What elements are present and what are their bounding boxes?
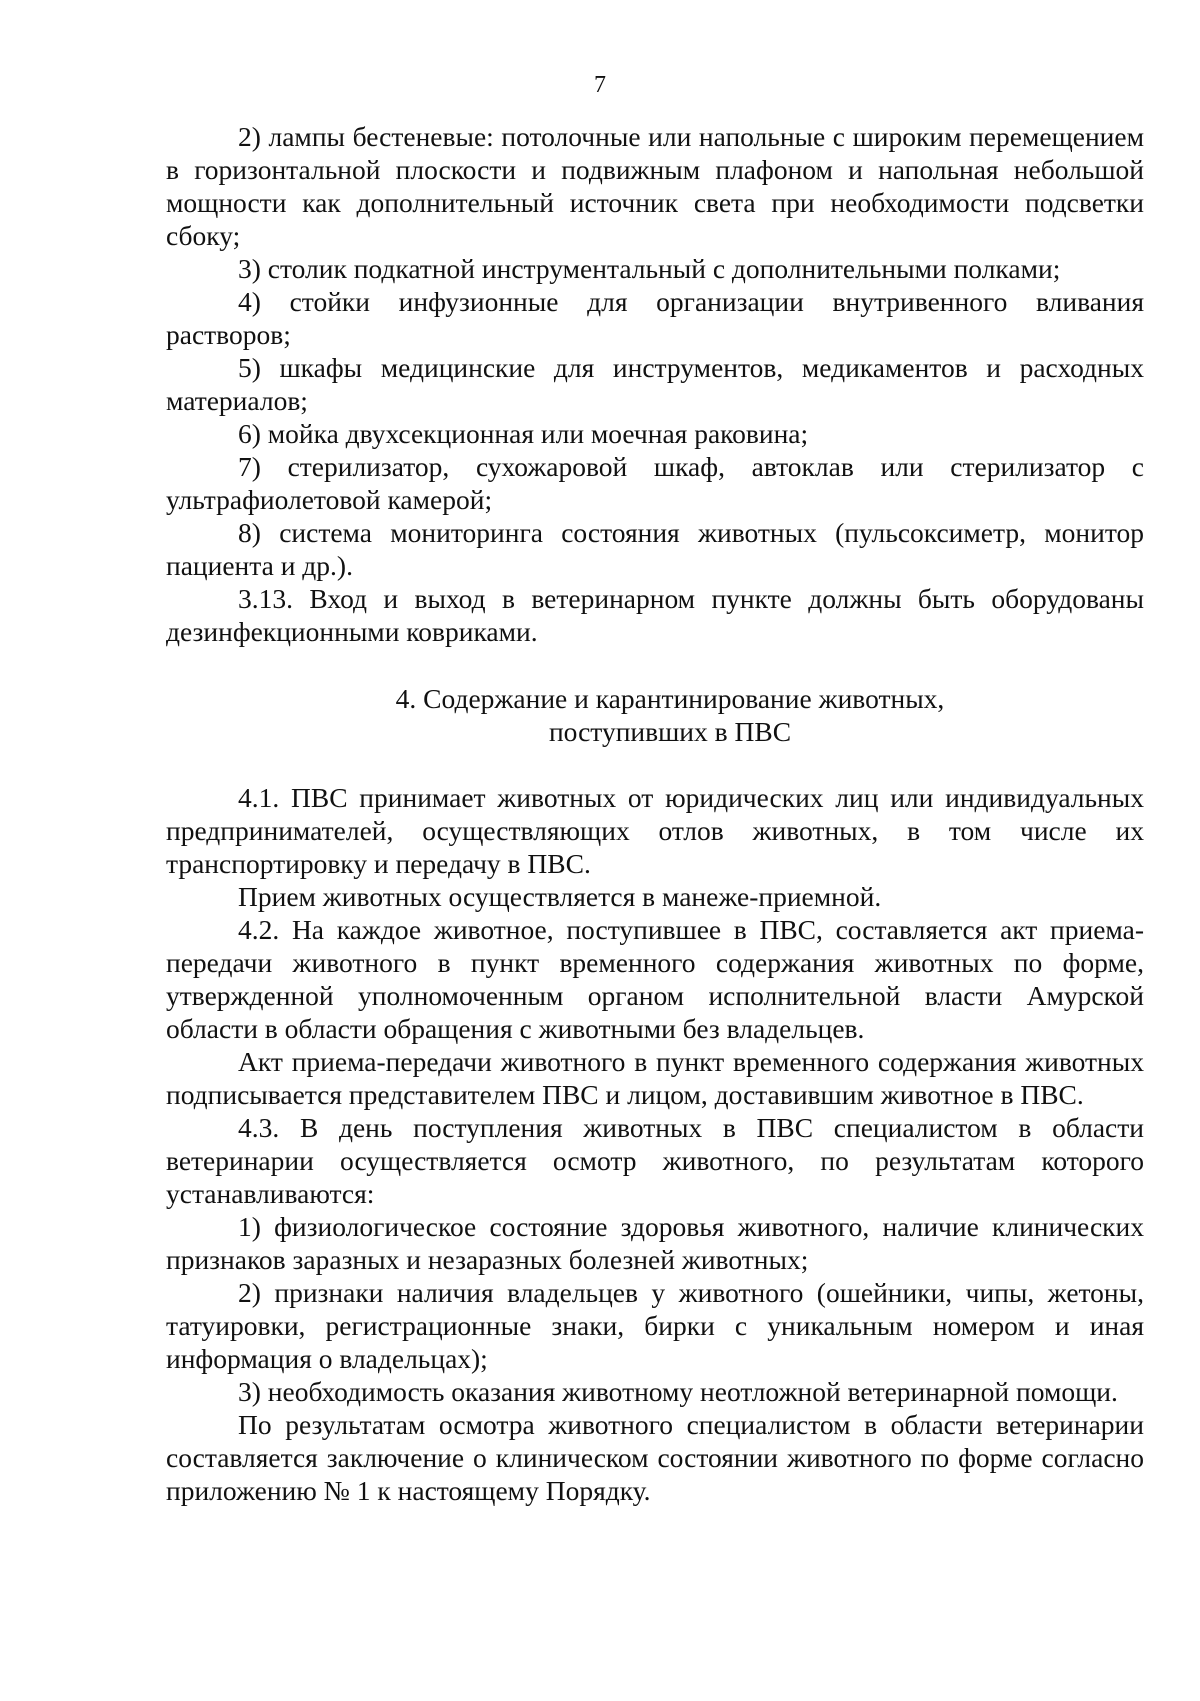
paragraph-sink: 6) мойка двухсекционная или моечная раковина; <box>238 418 809 449</box>
document-body <box>166 120 1144 1507</box>
paragraph-4-3: 4.3. В день поступления животных в ПВС специалистом в области ветеринарии осуществляется осмотр животного, по результатам которого устанавливаются: <box>166 1112 1144 1209</box>
paragraph-transfer-act: Акт приема-передачи животного в пункт временного содержания животных подписывается представителем ПВС и лицом, доставившим животное в ПВС. <box>166 1046 1144 1110</box>
section-4-heading-line-1: 4. Содержание и карантинирование животных, <box>395 683 945 714</box>
paragraph-4-1: 4.1. ПВС принимает животных от юридических лиц или индивидуальных предпринимателей, осуществляющих отлов животных, в том числе их транспортировку и передачу в ПВС. <box>166 782 1144 879</box>
page-number: 7 <box>594 72 606 98</box>
paragraph-medical-cabinets: 5) шкафы медицинские для инструментов, медикаментов и расходных материалов; <box>166 352 1144 416</box>
paragraph-physiological-state: 1) физиологическое состояние здоровья животного, наличие клинических признаков заразных и незаразных болезней животных; <box>166 1211 1144 1275</box>
section-4-heading <box>166 682 1144 748</box>
paragraph-owner-signs: 2) признаки наличия владельцев у животного (ошейники, чипы, жетоны, татуировки, регистрационные знаки, бирки с уникальным номером и иная информация о владельцах); <box>166 1277 1144 1374</box>
paragraph-3-13: 3.13. Вход и выход в ветеринарном пункте должны быть оборудованы дезинфекционными ковриками. <box>166 583 1144 647</box>
paragraph-lamps: 2) лампы бестеневые: потолочные или напольные с широким перемещением в горизонтальной плоскости и подвижным плафоном и напольная небольшой мощности как дополнительный источник света при необходимости подсветки сбоку; <box>166 121 1144 251</box>
section-4-heading-line-2: поступивших в ПВС <box>548 716 792 747</box>
paragraph-monitoring-system: 8) система мониторинга состояния животных (пульсоксиметр, монитор пациента и др.). <box>166 517 1144 581</box>
paragraph-infusion-stands: 4) стойки инфузионные для организации внутривенного вливания растворов; <box>166 286 1144 350</box>
paragraph-4-2: 4.2. На каждое животное, поступившее в ПВС, составляется акт приема-передачи животного в пункт временного содержания животных по форме, утвержденной уполномоченным органом исполнительной власти Амурской области в области обращения с животными без владельцев. <box>166 914 1144 1044</box>
paragraph-reception: Прием животных осуществляется в манеже-приемной. <box>238 881 882 912</box>
paragraph-sterilizer: 7) стерилизатор, сухожаровой шкаф, автоклав или стерилизатор с ультрафиолетовой камерой; <box>166 451 1144 515</box>
paragraph-conclusion: По результатам осмотра животного специалистом в области ветеринарии составляется заключение о клиническом состоянии животного по форме согласно приложению № 1 к настоящему Порядку. <box>166 1409 1144 1506</box>
paragraph-emergency-help: 3) необходимость оказания животному неотложной ветеринарной помощи. <box>238 1376 1118 1407</box>
paragraph-instrument-table: 3) столик подкатной инструментальный с дополнительными полками; <box>238 253 1061 284</box>
